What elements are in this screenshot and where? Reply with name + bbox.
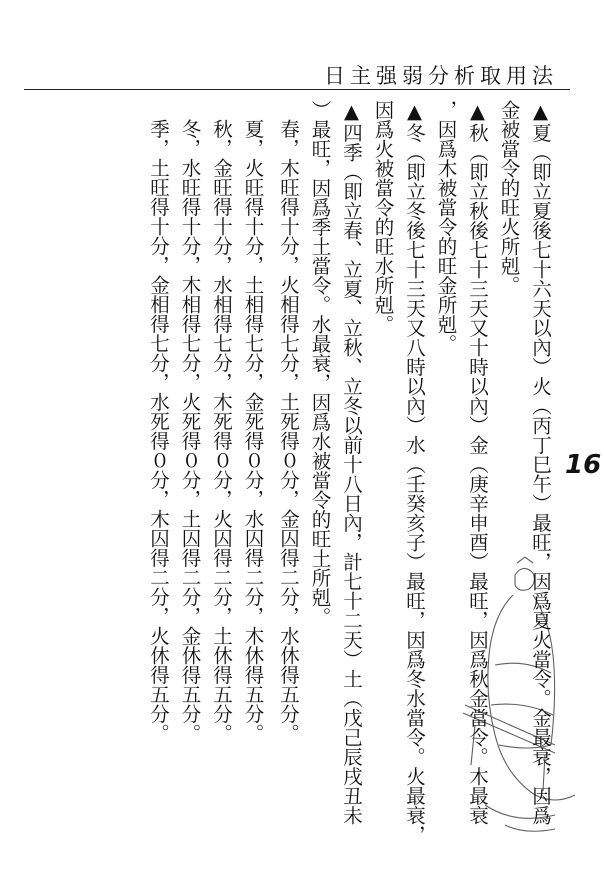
score-line-summer: 夏，火旺得十分，土相得七分，金死得０分，水囚得二分，木休得五分。 <box>241 119 265 743</box>
header-rule <box>24 89 570 90</box>
score-line-season: 季，土旺得十分，金相得七分，水死得０分，木囚得二分，火休得五分。 <box>147 119 170 743</box>
score-line-winter: 冬，水旺得十分，木相得七分，火死得０分，土囚得二分，金休得五分。 <box>178 119 202 743</box>
paragraph-summer-continued: 金被當令的旺火所剋。 <box>497 100 521 295</box>
page-number: 16 <box>565 450 602 480</box>
score-line-autumn: 秋，金旺得十分，水相得七分，木死得０分，火囚得二分，土休得五分。 <box>210 119 233 743</box>
paragraph-autumn-continued: ，因爲木被當令的旺金所剋。 <box>434 100 458 354</box>
paragraph-four-seasons: ▲ 四季（即立春、立夏、立秋、立冬以前十八日內，計七十二天）土（戊己辰戌丑未 <box>336 100 368 890</box>
paragraph-winter: ▲ 冬（即立冬後七十三天又八時以內）水（壬癸亥子）最旺，因爲冬水當令。火最衰， <box>399 100 431 890</box>
score-line-spring: 春，木旺得十分，火相得七分，土死得０分，金囚得二分，水休得五分。 <box>277 119 300 743</box>
vertical-body-text <box>36 100 556 890</box>
running-header: 日主强弱分析取用法 <box>324 64 558 88</box>
paragraph-autumn: ▲ 秋（即立秋後七十三天又十時以內）金（庚辛申酉）最旺，因爲秋金當令。木最衰 <box>462 100 494 890</box>
paragraph-summer: ▲ 夏（即立夏後七十六天以內）火（丙丁巳午）最旺，因爲夏火當令。金最衰，因爲 <box>525 100 557 890</box>
paragraph-winter-continued: 因爲火被當令的旺水所剋。 <box>371 100 395 334</box>
paragraph-four-seasons-continued: ）最旺，因爲季土當令。水最衰，因爲水被當令的旺土所剋。 <box>308 100 332 627</box>
